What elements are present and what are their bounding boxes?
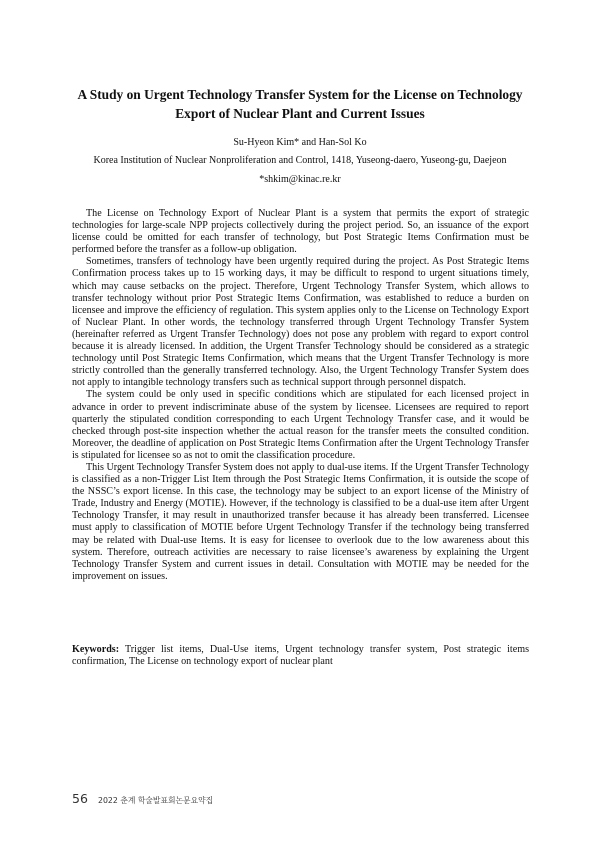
corresponding-email: *shkim@kinac.re.kr — [259, 174, 341, 185]
abstract-paragraph: The License on Technology Export of Nuclear Plant is a system that permits the export of strategic technologies for large-scale NPP projects collectively during the project period. So, an issuance of the export license could be omitted for each transfer of technology, but Post Strategic Items Confirmation must be performed before the transfer as a follow-up obligation. — [72, 208, 529, 256]
abstract-paragraph: This Urgent Technology Transfer System does not apply to dual-use items. If the Urgent Transfer Technology is classified as a non-Trigger List Item through the Post Strategic Items Confirmation, it is outside the scope of the NSSC’s export license. In this case, the technology may be subject to an export license of the Ministry of Trade, Industry and Energy (MOTIE). However, if the technology is classified to be a dual-use item after Urgent Technology Transfer, it may result in unauthorized transfer because it has already been transferred. Licensee must apply to classification of MOTIE before Urgent Technology Transfer if the technology being transferred may be related with Dual-use Items. It is easy for licensee to overlook due to the low awareness about this system. Therefore, outreach activities are necessary to raise licensee’s awareness by explaining the Urgent Technology Transfer System and current issues in detail. Consultation with MOTIE may be needed for the improvement on issues. — [72, 461, 529, 582]
page-footer — [72, 788, 213, 807]
author-list: Su-Hyeon Kim* and Han-Sol Ko — [233, 137, 367, 148]
author-affiliation: Korea Institution of Nuclear Nonproliferation and Control, 1418, Yuseong-daero, Yuseong-gu, Daejeon — [93, 155, 507, 166]
page-number: 56 — [72, 791, 88, 806]
abstract-paragraph: Sometimes, transfers of technology have been urgently required during the project. As Post Strategic Items Confirmation process takes up to 15 working days, it may be difficult to respond to urgent situations timely, which may cause setbacks on the project. Therefore, Urgent Technology Transfer System, which allows to transfer technology without prior Post Strategic Items Confirmation, was established to reduce a burden on licensee and improve the efficiency of regulation. This system applies only to the License on Technology Export of Nuclear Plant. In other words, the technology transferred through Urgent Technology Transfer System (hereinafter referred as Urgent Transfer Technology) does not pose any problem with regard to export control because it is already licensed. In addition, the Urgent Transfer Technology should be considered as a strategic technology until Post Strategic Items Confirmation, which means that the Urgent Transfer Technology is more strictly controlled than the generally transferred technology. Also, the Urgent Technology Transfer System does not apply to intangible technology transfers such as technical support through personnel dispatch. — [72, 256, 529, 389]
abstract-paragraph: The system could be only used in specific conditions which are stipulated for each licensed project in advance in order to prevent indiscriminate abuse of the system by licensee. Licensees are required to report quarterly the stipulated condition corresponding to each Urgent Technology Transfer case, and it would be checked through post-site inspection whether the actual reason for the transfer meets the consulted condition. Moreover, the deadline of application on Post Strategic Items Confirmation after the Urgent Technology Transfer is stipulated for licensee so as not to omit the classification procedure. — [72, 389, 529, 461]
paper-title: A Study on Urgent Technology Transfer System for the License on Technology Export of Nuclear Plant and Current Issues — [77, 87, 523, 121]
keywords-text: Trigger list items, Dual-Use items, Urgent technology transfer system, Post strategic items confirmation, The License on technology export of nuclear plant — [72, 644, 529, 668]
keywords-section — [72, 644, 529, 668]
proceedings-label: 2022 춘계 학술발표회논문요약집 — [98, 796, 214, 805]
keywords-label: Keywords: — [72, 644, 120, 655]
abstract-body — [72, 208, 529, 583]
